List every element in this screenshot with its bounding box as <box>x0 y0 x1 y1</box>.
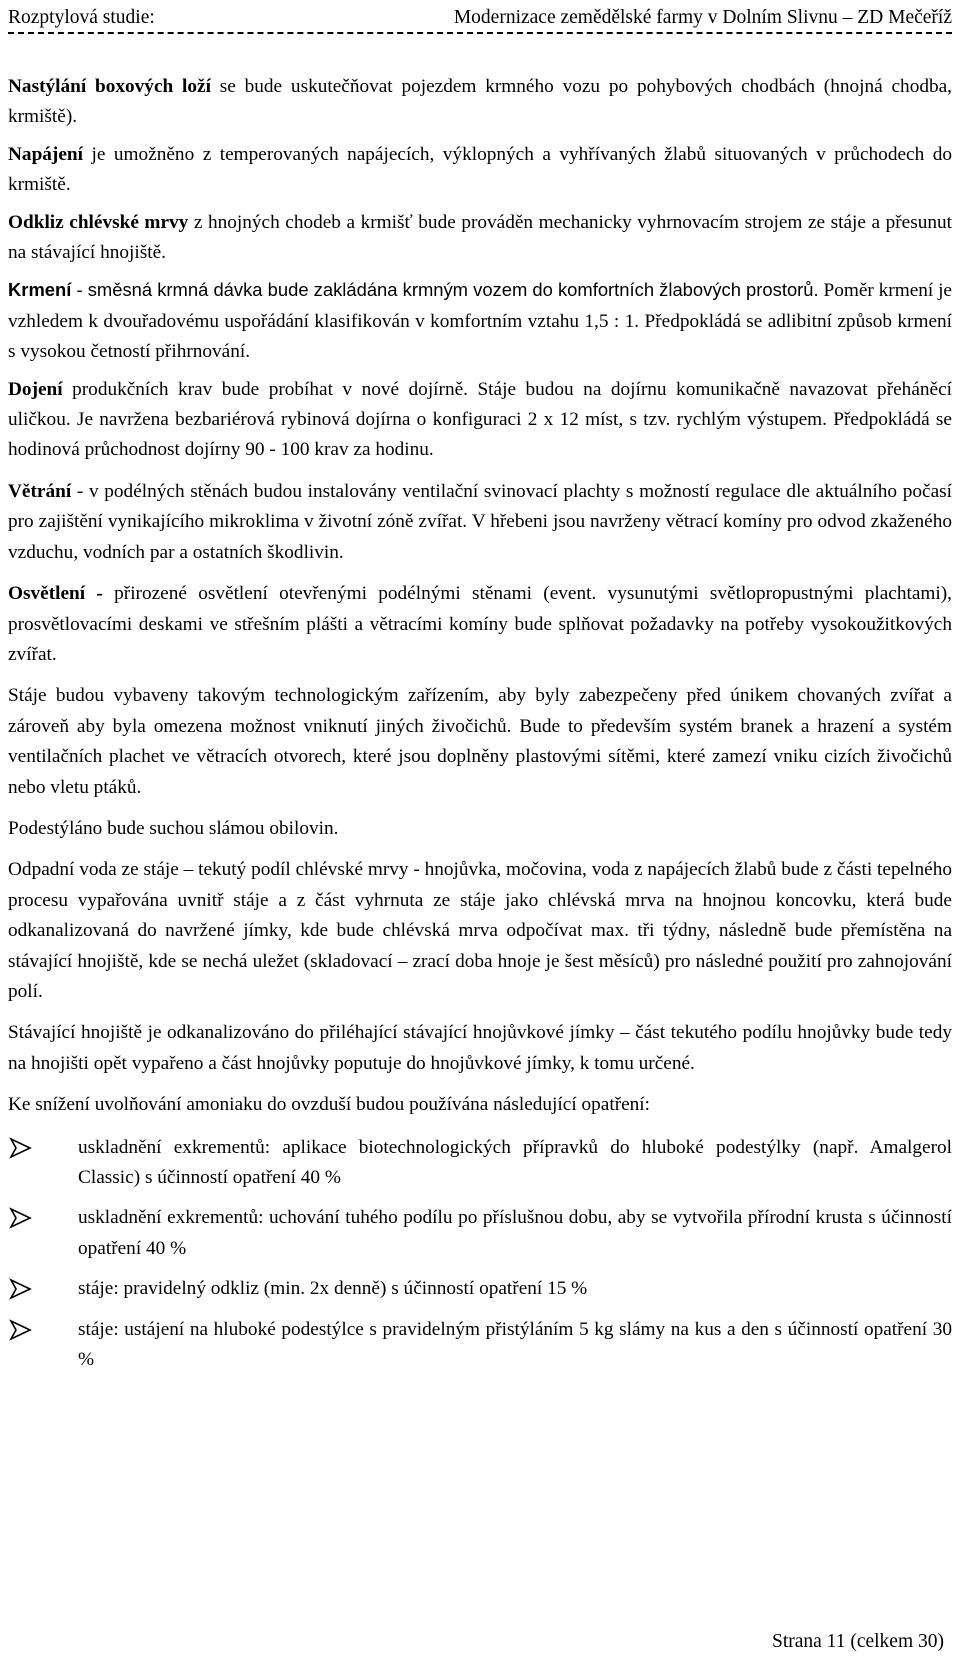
paragraph-manure-removal: Odkliz chlévské mrvy z hnojných chodeb a krmišť bude prováděn mechanicky vyhrnovacím strojem ze stáje a přesunut na stávající hnojiště. <box>8 211 952 264</box>
list-item: stáje: pravidelný odkliz (min. 2x denně) s účinností opatření 15 % <box>8 1274 952 1304</box>
document-page <box>8 0 952 1663</box>
document-body <box>8 72 952 1385</box>
arrow-bullet-icon <box>8 1277 34 1301</box>
running-header <box>8 0 952 30</box>
term-milking: Dojení <box>8 378 63 400</box>
paragraph-straw: Podestýláno bude suchou slámou obilovin. <box>8 817 339 839</box>
arrow-bullet-icon <box>8 1206 34 1230</box>
arrow-bullet-icon <box>8 1136 34 1160</box>
term-bedding: Nastýlání boxových loží <box>8 76 211 97</box>
paragraph-ammonia-measures: Ke snížení uvolňování amoniaku do ovzduší budou používána následující opatření: <box>8 1094 651 1116</box>
page-number: Strana 11 (celkem 30) <box>771 1631 944 1652</box>
paragraph-feeding: Krmení - směsná krmná dávka bude zakládána krmným vozem do komfortních žlabových prostorů. Poměr krmení je vzhledem k dvouřadovému uspořádání klasifikován v komfortním vztahu 1,5 : 1. Předpokládá se adlibitní způsob krmení s vysokou četností přihrnování. <box>8 279 952 363</box>
list-item: uskladnění exkrementů: uchování tuhého podílu po příslušnou dobu, aby se vytvořila přírodní krusta s účinností opatření 40 % <box>8 1203 952 1264</box>
header-divider <box>8 32 952 34</box>
term-ventilation: Větrání <box>8 480 72 502</box>
term-manure-removal: Odkliz chlévské mrvy <box>8 211 189 233</box>
term-watering: Napájení <box>8 143 83 165</box>
term-lighting: Osvětlení - <box>8 583 103 605</box>
header-right: Modernizace zemědělské farmy v Dolním Slivnu – ZD Mečeříž <box>453 7 952 28</box>
term-feeding: Krmení <box>8 279 72 301</box>
paragraph-lighting: Osvětlení - přirozené osvětlení otevřenými podélnými stěnami (event. vysunutými světlopropustnými plachtami), prosvětlovacími deskami ve střešním plášti a větracími komíny bude splňovat požadavky na potřeby vysokoužitkových zvířat. <box>8 583 953 665</box>
list-item: stáje: ustájení na hluboké podestýlce s pravidelným přistýláním 5 kg slámy na kus a den s účinností opatření 30 % <box>8 1315 952 1376</box>
paragraph-wastewater: Odpadní voda ze stáje – tekutý podíl chlévské mrvy - hnojůvka, močovina, voda z napájecích žlabů bude z části tepelného procesu vypařována uvnitř stáje a z část vyhrnuta ze stáje jako chlévská mrva na hnojnou koncovku, která bude odkanalizovaná do navržené jímky, kde bude chlévská mrva odpočívat max. tři týdny, následně bude přemístěna na stávající hnojiště, kde se nechá uležet (skladovací – zrací doba hnoje je šest měsíců) pro následné použití pro zahnojování polí. <box>8 859 952 1002</box>
header-left: Rozptylová studie: <box>8 7 155 28</box>
paragraph-watering: Napájení je umožněno z temperovaných napájecích, výklopných a vyhřívaných žlabů situovaných v průchodech do krmiště. <box>8 143 952 196</box>
paragraph-bedding: Nastýlání boxových loží se bude uskutečňovat pojezdem krmného vozu po pohybových chodbách (hnojná chodba, krmiště). <box>8 76 952 128</box>
paragraph-ventilation: Větrání - v podélných stěnách budou instalovány ventilační svinovací plachty s možností regulace dle aktuálního počasí pro zajištění vynikajícího mikroklima v životní zóně zvířat. V hřebeni jsou navrženy větrací komíny pro odvod zkaženého vzduchu, vodních par a ostatních škodlivin. <box>8 480 952 563</box>
paragraph-milking: Dojení produkčních krav bude probíhat v nové dojírně. Stáje budou na dojírnu komunikačně navazovat přeháněcí uličkou. Je navržena bezbariérová rybinová dojírna o konfiguraci 2 x 12 míst, s tzv. rychlým výstupem. Předpokládá se hodinová průchodnost dojírny 90 - 100 krav za hodinu. <box>8 378 952 461</box>
paragraph-manure-heap: Stávající hnojiště je odkanalizováno do přiléhající stávající hnojůvkové jímky – část tekutého podílu hnojůvky bude tedy na hnojišti opět vypařeno a část hnojůvky poputuje do hnojůvkové jímky, k tomu určené. <box>8 1022 952 1074</box>
ammonia-measures-list <box>8 1133 952 1376</box>
paragraph-equipment: Stáje budou vybaveny takovým technologickým zařízením, aby byly zabezpečeny před únikem chovaných zvířat a zároveň aby byla omezena možnost vniknutí jiných živočichů. Bude to především systém branek a hrazení a systém ventilačních plachet ve větracích otvorech, které jsou doplněny plastovými sítěmi, které zamezí vniku cizích živočichů nebo vletu ptáků. <box>8 685 952 798</box>
list-item: uskladnění exkrementů: aplikace biotechnologických přípravků do hluboké podestýlky (např. Amalgerol Classic) s účinností opatření 40 % <box>8 1133 952 1194</box>
arrow-bullet-icon <box>8 1318 34 1342</box>
